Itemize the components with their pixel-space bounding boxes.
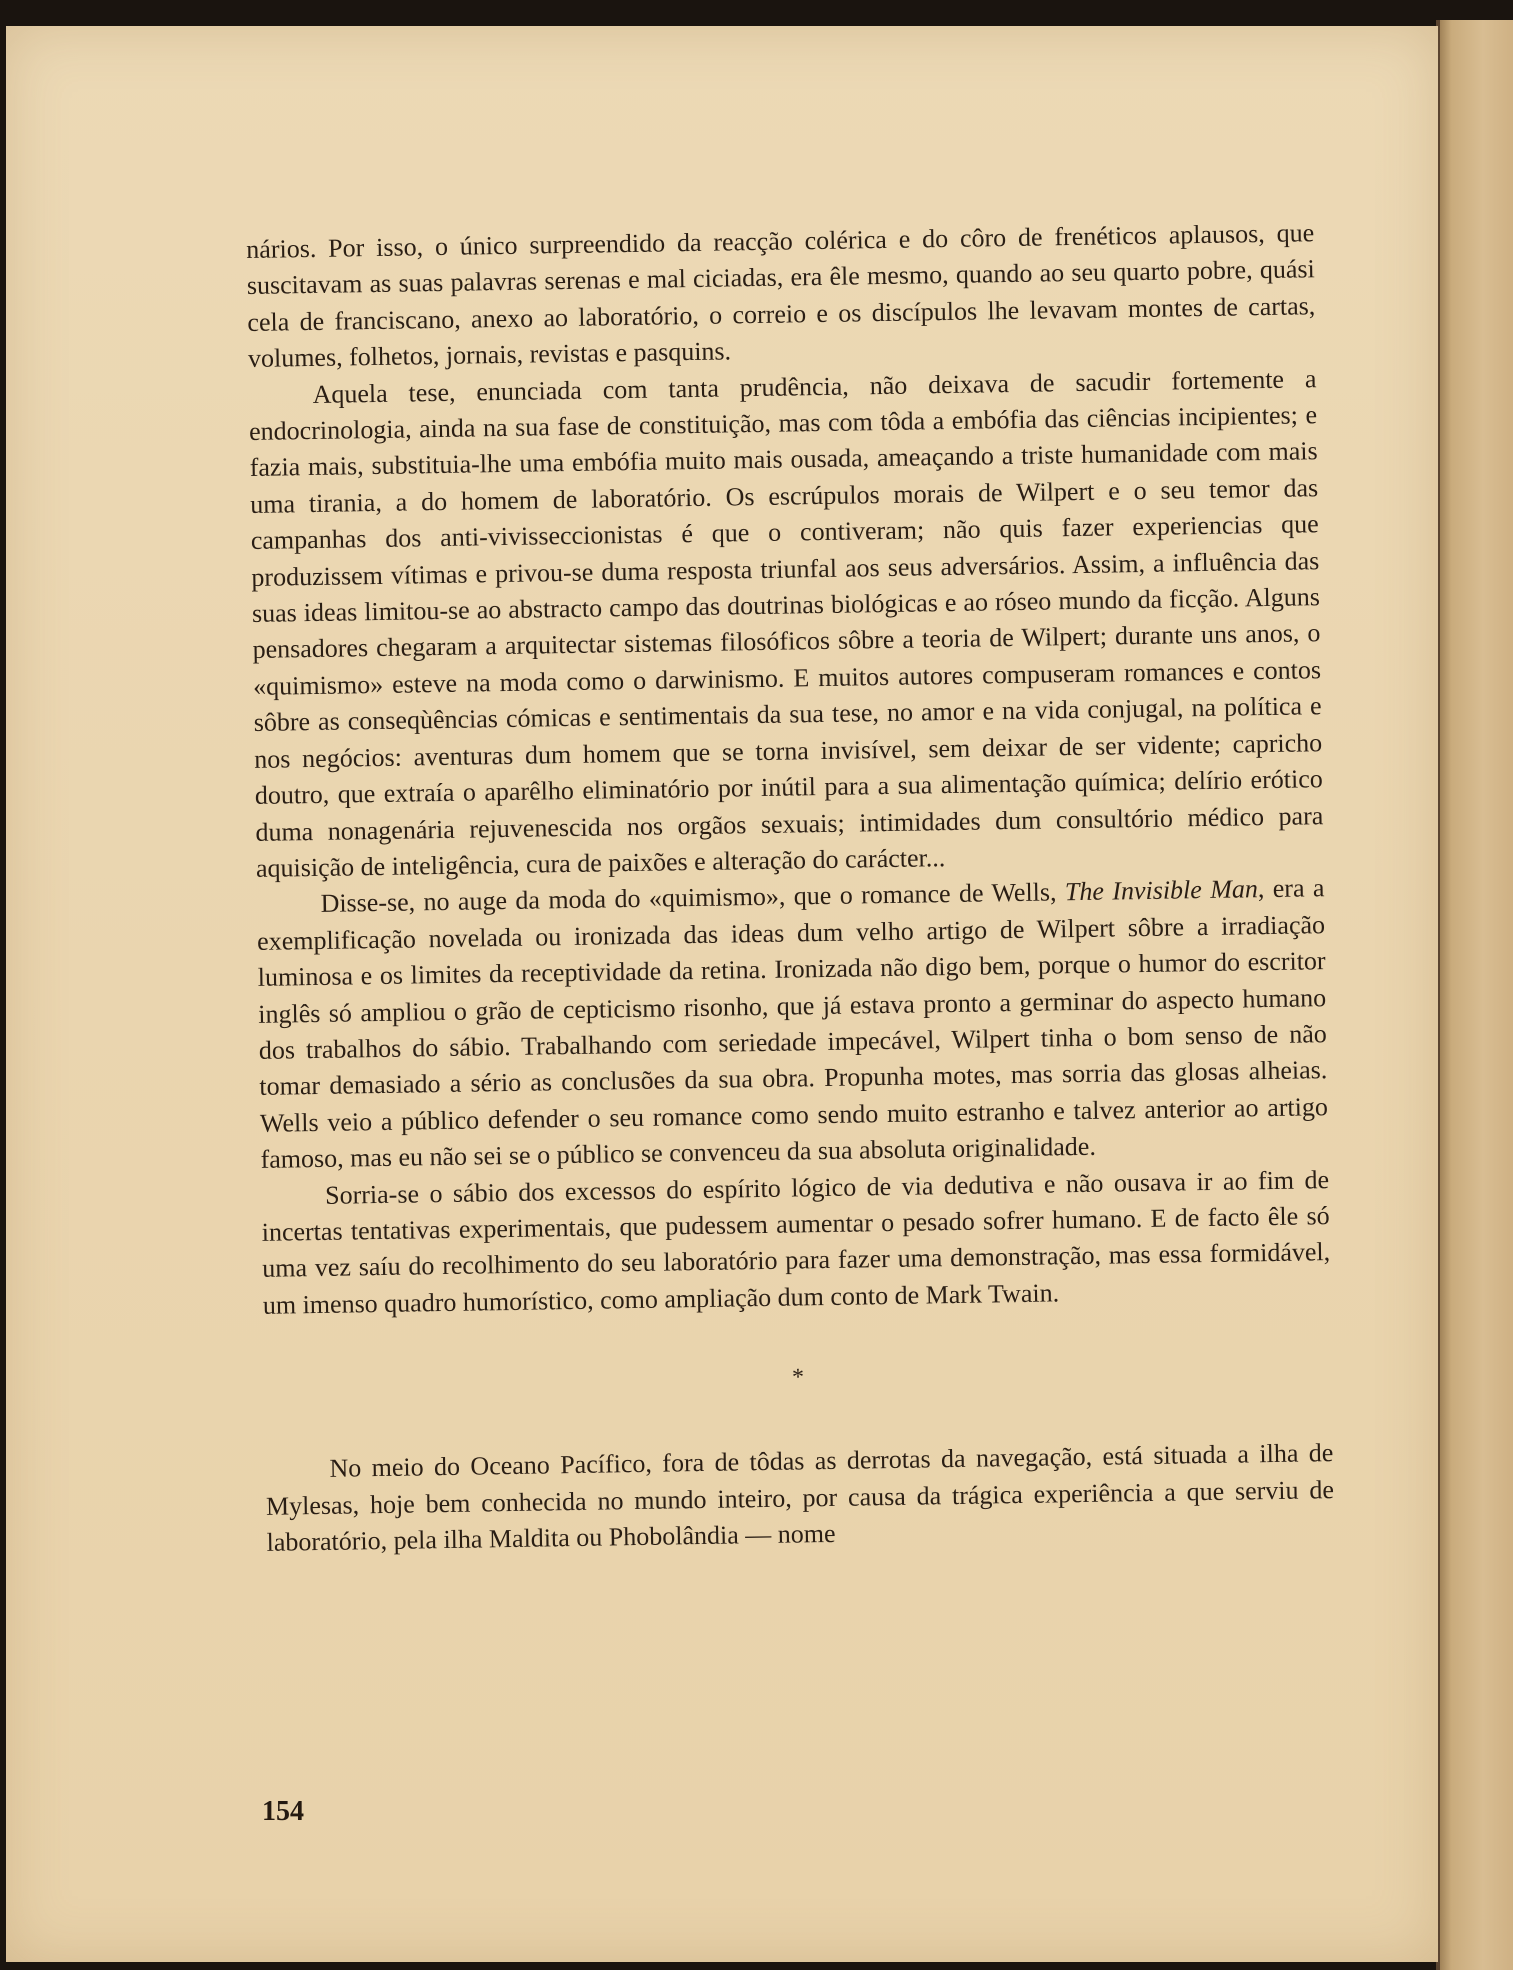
paragraph-3-start: Disse-se, no auge da moda do «quimismo», que o romance de Wells, (320, 877, 1066, 919)
paragraph-3-end: , era a exemplificação novelada ou ironizada das ideas dum velho artigo de Wilpert sôbre a irradiação luminosa e os limites da receptividade da retina. Ironizada não digo bem, porque o humor do escritor inglês só ampliou o grão de cepticismo risonho, que já estava pronto a germinar do aspecto humano dos trabalhos do sábio. Trabalhando com seriedade impecável, Wilpert tinha o bom senso de não tomar demasiado a sério as conclusões da sua obra. Propunha motes, mas sorria das glosas alheias. Wells veio a público defender o seu romance como sendo muito estranho e talvez anterior ao artigo famoso, mas eu não sei se o público se convenceu da sua absoluta originalidade. (256, 873, 1329, 1175)
body-text (246, 215, 1335, 1561)
paragraph-3 (256, 870, 1328, 1178)
paragraph-5: No meio do Oceano Pacífico, fora de tôdas as derrotas da navegação, está situada a ilha de Mylesas, hoje bem conhecida no mundo inteiro, por causa da trágica experiência a que serviu de laboratório, pela ilha Maldita ou Phobolândia — nome (265, 1438, 1335, 1557)
book-page (6, 26, 1438, 1962)
next-page-edge (1438, 20, 1513, 1970)
paragraph-1: nários. Por isso, o único surpreendido da reacção colérica e do côro de frenéticos aplausos, que suscitavam as suas palavras serenas e mal ciciadas, era êle mesmo, quando ao seu quarto pobre, quási cela de franciscano, anexo ao laboratório, o correio e os discípulos lhe levavam montes de cartas, volumes, folhetos, jornais, revistas e pasquins. (246, 218, 1316, 374)
book-title: The Invisible Man (1064, 874, 1259, 907)
page-number: 154 (262, 1796, 304, 1827)
paragraph-4: Sorria-se o sábio dos excessos do espírito lógico de via dedutiva e não ousava ir ao fim de incertas tentativas experimentais, que pudessem aumentar o pesado sofrer humano. E de facto êle só uma vez saíu do recolhimento do seu laboratório para fazer uma demonstração, mas essa formidável, um imenso quadro humorístico, como ampliação dum conto de Mark Twain. (261, 1164, 1331, 1320)
section-separator: * (791, 1364, 805, 1391)
paragraph-2: Aquela tese, enunciada com tanta prudência, não deixava de sacudir fortemente a endocrinologia, ainda na sua fase de constituição, mas com tôda a embófia das ciências incipientes; e fazia mais, substituia-lhe uma embófia muito mais ousada, ameaçando a triste humanidade com mais uma tirania, a do homem de laboratório. Os escrúpulos morais de Wilpert e o seu temor das campanhas dos anti-vivisseccionistas é que o contiveram; não quis fazer experiencias que produzissem vítimas e privou-se duma resposta triunfal aos seus adversários. Assim, a influência das suas ideas limitou-se ao abstracto campo das doutrinas biológicas e ao róseo mundo da ficção. Alguns pensadores chegaram a arquitectar sistemas filosóficos sôbre a teoria de Wilpert; durante uns anos, o «quimismo» esteve na moda como o darwinismo. E muitos autores compuseram romances e contos sôbre as conseqùências cómicas e sentimentais da sua tese, no amor e na vida conjugal, na política e nos negócios: aventuras dum homem que se torna invisível, sem deixar de ser vidente; capricho doutro, que extraía o aparêlho eliminatório por inútil para a sua alimentação química; delírio erótico duma nonagenária rejuvenescida nos orgãos sexuais; intimidades dum consultório médico para aquisição de inteligência, cura de paixões e alteração do carácter... (248, 363, 1324, 883)
